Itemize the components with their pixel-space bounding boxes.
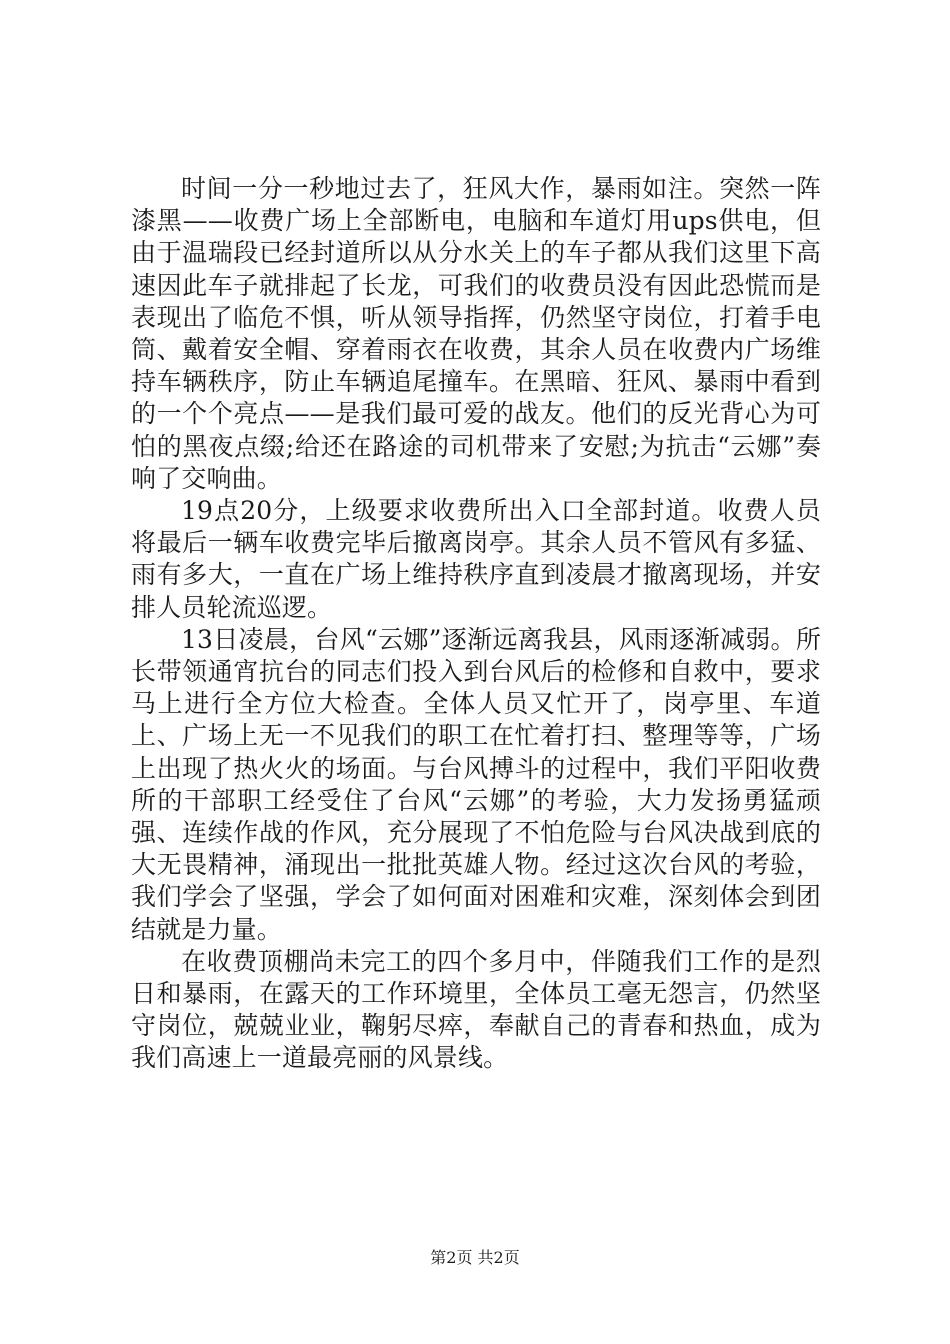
paragraph-4: 在收费顶棚尚未完工的四个多月中，伴随我们工作的是烈日和暴雨，在露天的工作环境里，全体员工毫无怨言，仍然坚守岗位，兢兢业业，鞠躬尽瘁，奉献自己的青春和热血，成为我们高速上一道最亮丽的风景线。 bbox=[131, 946, 821, 1073]
document-body bbox=[131, 173, 821, 1075]
page-footer bbox=[0, 1245, 950, 1268]
page-number: 第2页 共2页 bbox=[430, 1248, 520, 1267]
paragraph-1: 时间一分一秒地过去了，狂风大作，暴雨如注。突然一阵漆黑——收费广场上全部断电，电脑和车道灯用ups供电，但由于温瑞段已经封道所以从分水关上的车子都从我们这里下高速因此车子就排起了长龙，可我们的收费员没有因此恐慌而是表现出了临危不惧，听从领导指挥，仍然坚守岗位，打着手电筒、戴着安全帽、穿着雨衣在收费，其余人员在收费内广场维持车辆秩序，防止车辆追尾撞车。在黑暗、狂风、暴雨中看到的一个个亮点——是我们最可爱的战友。他们的反光背心为可怕的黑夜点缀;给还在路途的司机带来了安慰;为抗击“云娜”奏响了交响曲。 bbox=[131, 174, 821, 493]
paragraph-3: 13日凌晨，台风“云娜”逐渐远离我县，风雨逐渐减弱。所长带领通宵抗台的同志们投入到台风后的检修和自救中，要求马上进行全方位大检查。全体人员又忙开了，岗亭里、车道上、广场上无一不见我们的职工在忙着打扫、整理等等，广场上出现了热火火的场面。与台风搏斗的过程中，我们平阳收费所的干部职工经受住了台风“云娜”的考验，大力发扬勇猛顽强、连续作战的作风，充分展现了不怕危险与台风决战到底的大无畏精神，涌现出一批批英雄人物。经过这次台风的考验，我们学会了坚强，学会了如何面对困难和灾难，深刻体会到团结就是力量。 bbox=[131, 624, 821, 944]
paragraph-2: 19点20分，上级要求收费所出入口全部封道。收费人员将最后一辆车收费完毕后撤离岗亭。其余人员不管风有多猛、雨有多大，一直在广场上维持秩序直到凌晨才撤离现场，并安排人员轮流巡逻。 bbox=[131, 496, 821, 622]
